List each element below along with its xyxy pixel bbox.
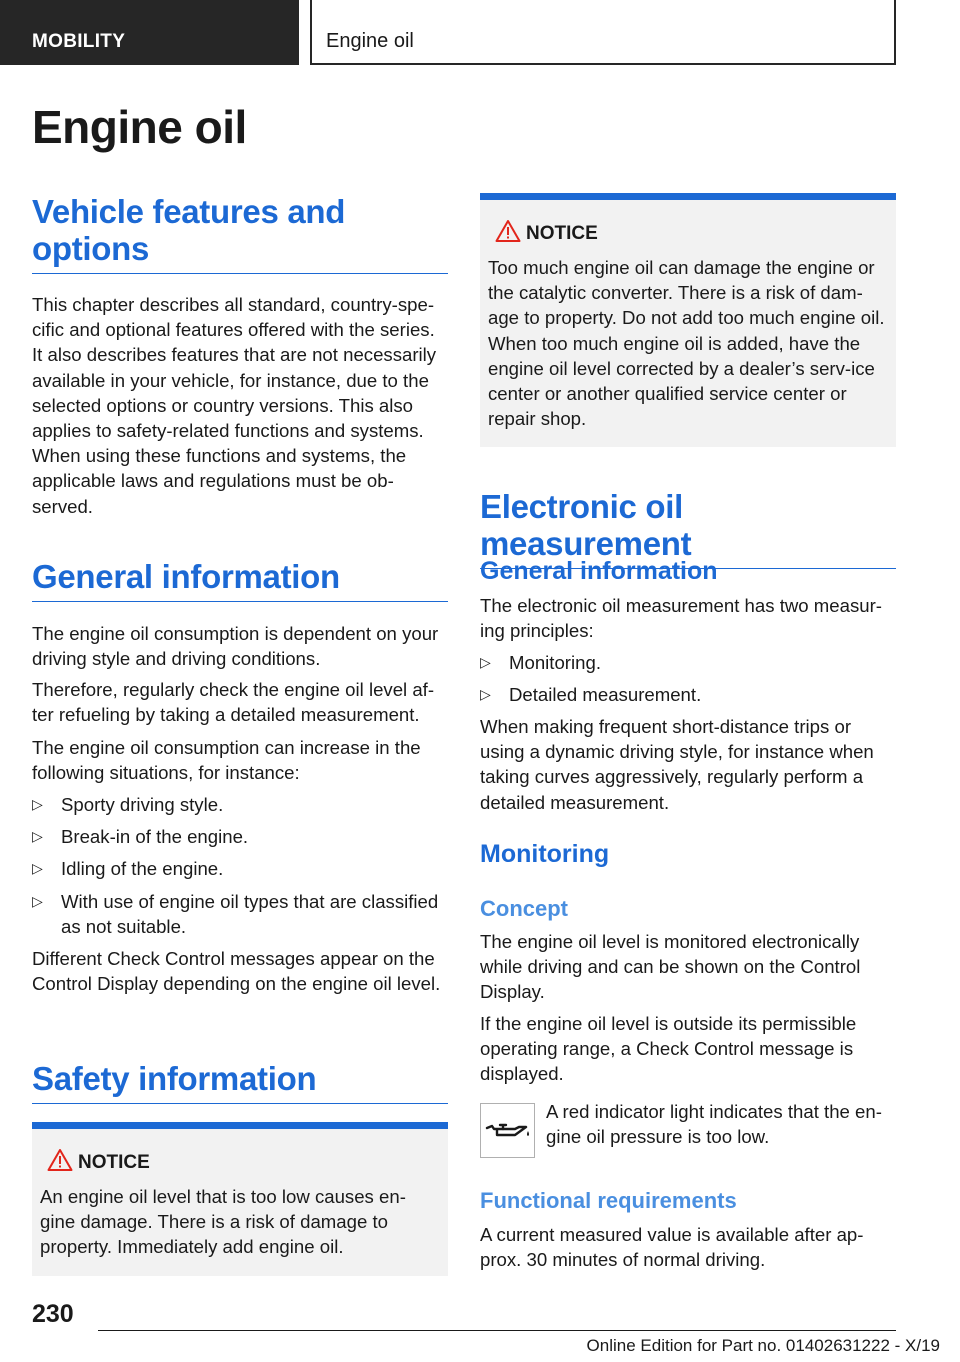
- heading-concept: Concept: [480, 896, 568, 921]
- oil-pressure-indicator: [480, 1103, 535, 1158]
- header-topic-label: Engine oil: [326, 30, 414, 52]
- page-title: Engine oil: [32, 101, 247, 153]
- bullet-triangle-icon: ▷: [32, 860, 43, 877]
- bullet-triangle-icon: ▷: [32, 828, 43, 845]
- bullet-triangle-icon: ▷: [480, 686, 491, 703]
- features-text: This chapter describes all standard, country-spe-cific and optional features offered with the series. It also describes features that are not necessarily available in your vehicle, for instance, due to the selected options or country versions. This also applies to safety-related functions and systems. When using these functions and systems, the applicable laws and regulations must be ob-served.: [32, 294, 437, 517]
- bullet-triangle-icon: ▷: [32, 892, 43, 909]
- consumption-list: [32, 792, 448, 946]
- header-section-tab: [0, 0, 299, 65]
- heading-general-information: General information: [32, 558, 448, 602]
- electronic-p2: When making frequent short-distance trips or using a dynamic driving style, for instance when taking curves aggressively, regularly perform a detailed measurement.: [480, 716, 874, 813]
- general-p3: The engine oil consumption can increase in the following situations, for instance:: [32, 737, 421, 784]
- measuring-principles-list: [480, 650, 896, 714]
- indicator-text: A red indicator light indicates that the en-gine oil pressure is too low.: [546, 1101, 882, 1148]
- warning-triangle-icon: [495, 219, 521, 243]
- general-p1: The engine oil consumption is dependent on your driving style and driving conditions.: [32, 623, 439, 670]
- header-topic-tab: [310, 0, 896, 65]
- list-item: ▷ Detailed measurement.: [480, 682, 896, 707]
- warning-triangle-icon: [47, 1148, 73, 1172]
- list-item: ▷ Break-in of the engine.: [32, 824, 448, 849]
- electronic-p1: The electronic oil measurement has two measur-ing principles:: [480, 595, 882, 642]
- notice-label: NOTICE: [526, 223, 598, 244]
- heading-electronic-general-information: General information: [480, 557, 718, 585]
- heading-safety-information: Safety information: [32, 1060, 448, 1104]
- header-section-label: MOBILITY: [32, 31, 126, 52]
- monitoring-p3: A current measured value is available after ap-prox. 30 minutes of normal driving.: [480, 1224, 864, 1271]
- notice-text: Too much engine oil can damage the engine or the catalytic converter. There is a risk of dam-age to property. Do not add too much engine oil. When too much engine oil is added, have the engine oil level corrected by a dealer’s serv-ice center or another qualified service center or repair shop.: [488, 257, 885, 430]
- notice-box-low-oil: [32, 1122, 448, 1276]
- heading-functional-requirements: Functional requirements: [480, 1188, 737, 1213]
- list-item: ▷ With use of engine oil types that are classified as not suitable.: [32, 890, 439, 937]
- notice-text: An engine oil level that is too low causes en-gine damage. There is a risk of damage to property. Immediately add engine oil.: [40, 1186, 406, 1258]
- list-item: ▷ Idling of the engine.: [32, 856, 448, 881]
- oil-can-icon: [481, 1104, 534, 1157]
- edition-note: Online Edition for Part no. 01402631222 - X/19: [586, 1336, 940, 1355]
- notice-label: NOTICE: [78, 1152, 150, 1173]
- page-number: 230: [32, 1300, 74, 1328]
- notice-box-too-much-oil: [480, 193, 896, 447]
- list-item: ▷ Monitoring.: [480, 650, 896, 675]
- bullet-triangle-icon: ▷: [32, 796, 43, 812]
- general-p2: Therefore, regularly check the engine oil level af-ter refueling by taking a detailed measurement.: [32, 679, 435, 726]
- heading-electronic-oil-measurement: Electronic oil measurement: [480, 488, 896, 569]
- monitoring-p2: If the engine oil level is outside its permissible operating range, a Check Control message is displayed.: [480, 1013, 857, 1085]
- list-item: ▷ Sporty driving style.: [32, 792, 448, 817]
- general-p4: Different Check Control messages appear on the Control Display depending on the engine oil level.: [32, 948, 441, 995]
- bullet-triangle-icon: ▷: [480, 654, 491, 670]
- heading-monitoring: Monitoring: [480, 840, 610, 868]
- monitoring-p1: The engine oil level is monitored electronically while driving and can be shown on the Control Display.: [480, 931, 861, 1003]
- heading-vehicle-features: Vehicle features and options: [32, 193, 448, 274]
- footer-divider: [98, 1330, 896, 1331]
